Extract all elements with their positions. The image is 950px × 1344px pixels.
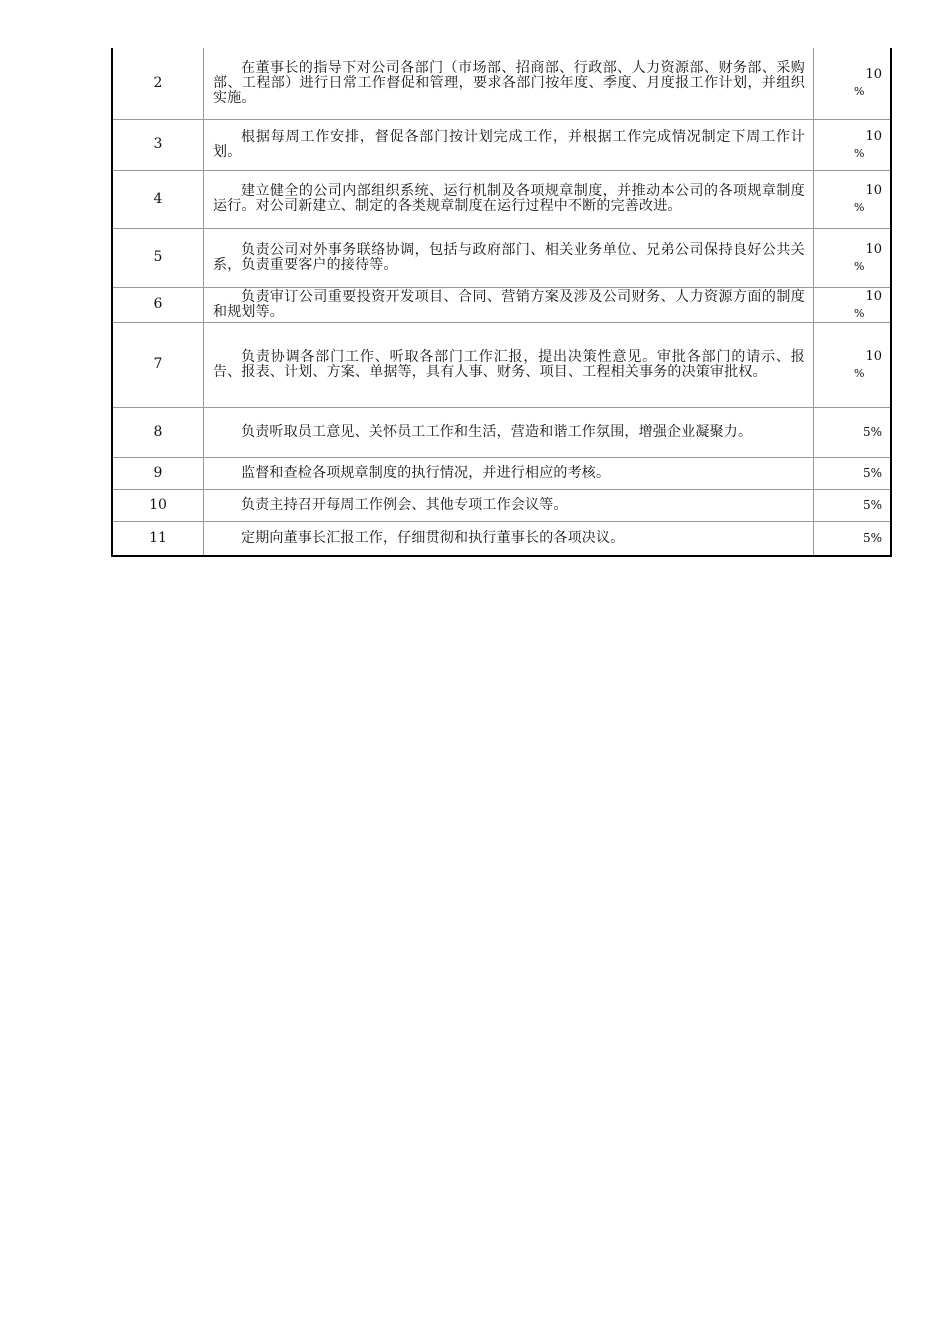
table-row xyxy=(112,119,891,170)
weight-unit: % xyxy=(854,306,865,320)
table-row xyxy=(112,287,891,322)
weight-cell xyxy=(814,287,892,322)
duty-description: 定期向董事长汇报工作，仔细贯彻和执行董事长的各项决议。 xyxy=(204,521,814,556)
table-row xyxy=(112,457,891,489)
duty-description: 根据每周工作安排，督促各部门按计划完成工作，并根据工作完成情况制定下周工作计划。 xyxy=(204,119,814,170)
duty-description: 负责审订公司重要投资开发项目、合同、营销方案及涉及公司财务、人力资源方面的制度和规划等。 xyxy=(204,287,814,322)
duty-description: 负责听取员工意见、关怀员工工作和生活，营造和谐工作氛围，增强企业凝聚力。 xyxy=(204,407,814,457)
weight-value: 10 xyxy=(865,183,882,198)
row-number: 5 xyxy=(112,228,204,287)
duty-description: 监督和查检各项规章制度的执行情况，并进行相应的考核。 xyxy=(204,457,814,489)
weight-unit: % xyxy=(854,201,865,214)
weight-value: 5% xyxy=(814,521,892,556)
weight-value: 10 xyxy=(865,241,882,257)
duty-description: 负责公司对外事务联络协调，包括与政府部门、相关业务单位、兄弟公司保持良好公共关系，负责重要客户的接待等。 xyxy=(204,228,814,287)
weight-value: 5% xyxy=(814,489,892,521)
table-row xyxy=(112,489,891,521)
weight-unit: % xyxy=(854,366,865,380)
table-row xyxy=(112,48,891,119)
weight-unit: % xyxy=(854,259,865,273)
table-row xyxy=(112,521,891,556)
duty-description: 建立健全的公司内部组织系统、运行机制及各项规章制度，并推动本公司的各项规章制度运行。对公司新建立、制定的各类规章制度在运行过程中不断的完善改进。 xyxy=(204,170,814,228)
row-number: 3 xyxy=(112,119,204,170)
weight-cell xyxy=(814,170,892,228)
weight-cell xyxy=(814,119,892,170)
weight-value: 10 xyxy=(865,67,882,83)
duties-table xyxy=(111,48,892,557)
weight-cell xyxy=(814,322,892,407)
duty-description: 在董事长的指导下对公司各部门（市场部、招商部、行政部、人力资源部、财务部、采购部、工程部）进行日常工作督促和管理，要求各部门按年度、季度、月度报工作计划，并组织实施。 xyxy=(204,48,814,119)
duty-description: 负责协调各部门工作、听取各部门工作汇报，提出决策性意见。审批各部门的请示、报告、报表、计划、方案、单据等，具有人事、财务、项目、工程相关事务的决策审批权。 xyxy=(204,322,814,407)
row-number: 7 xyxy=(112,322,204,407)
row-number: 11 xyxy=(112,521,204,556)
row-number: 9 xyxy=(112,457,204,489)
table-row xyxy=(112,407,891,457)
row-number: 4 xyxy=(112,170,204,228)
row-number: 8 xyxy=(112,407,204,457)
table-row xyxy=(112,322,891,407)
weight-value: 10 xyxy=(865,348,882,364)
weight-value: 5% xyxy=(814,407,892,457)
table-row xyxy=(112,228,891,287)
row-number: 10 xyxy=(112,489,204,521)
weight-value: 10 xyxy=(865,128,882,144)
weight-cell xyxy=(814,228,892,287)
weight-value: 10 xyxy=(865,288,882,304)
row-number: 2 xyxy=(112,48,204,119)
weight-unit: % xyxy=(854,85,865,99)
table-row xyxy=(112,170,891,228)
weight-unit: % xyxy=(854,146,865,160)
weight-cell xyxy=(814,48,892,119)
duty-description: 负责主持召开每周工作例会、其他专项工作会议等。 xyxy=(204,489,814,521)
row-number: 6 xyxy=(112,287,204,322)
weight-value: 5% xyxy=(814,457,892,489)
